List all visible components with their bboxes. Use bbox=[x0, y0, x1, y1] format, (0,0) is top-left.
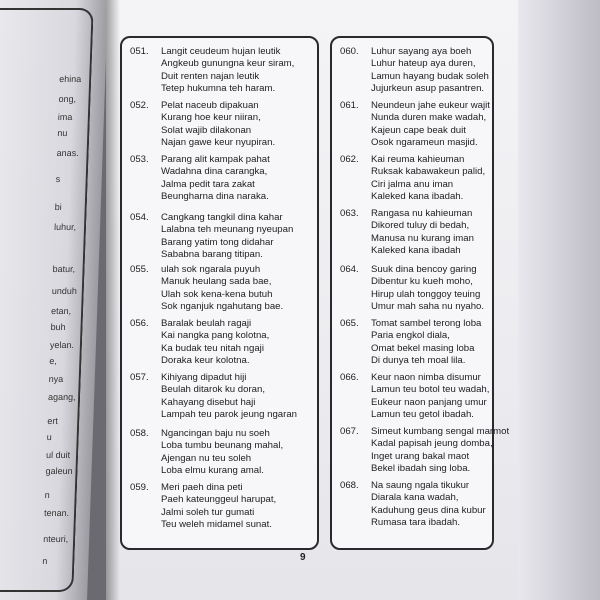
verse-number: 061. bbox=[340, 100, 359, 111]
verse-number: 064. bbox=[340, 264, 359, 275]
verse-line: Wadahna dina carangka, bbox=[161, 166, 268, 178]
verse-entry bbox=[340, 264, 490, 313]
verse-line: Kaduhung geus dina kubur bbox=[371, 504, 486, 516]
verse-number: 068. bbox=[340, 480, 359, 491]
verse-line: Kihiyang dipadut hiji bbox=[161, 372, 247, 383]
verse-line: Lamun hayang budak soleh bbox=[371, 70, 489, 82]
verse-line: Di dunya teh moal lila. bbox=[371, 354, 466, 366]
verse-entry bbox=[340, 100, 490, 149]
verse-entry bbox=[340, 208, 490, 257]
left-page-frame bbox=[0, 8, 94, 592]
left-page-text-fragment: ima bbox=[57, 112, 73, 122]
verse-line: Rumasa tara ibadah. bbox=[371, 516, 461, 528]
verse-line: Langit ceudeum hujan leutik bbox=[161, 46, 281, 57]
left-page-text-fragment: ert bbox=[47, 416, 58, 426]
verse-line: Cangkang tangkil dina kahar bbox=[161, 212, 283, 223]
verse-line: Ka budak teu nitah ngaji bbox=[161, 342, 264, 354]
verse-line: Lampah teu parok jeung ngaran bbox=[161, 408, 298, 420]
verse-line: Ulah sok kena-kena butuh bbox=[161, 288, 273, 300]
verse-number: 066. bbox=[340, 372, 359, 383]
left-page-text-fragment: galeun bbox=[45, 466, 73, 476]
verse-line: Umur mah saha nu nyaho. bbox=[371, 300, 485, 312]
verse-line: Parang alit kampak pahat bbox=[161, 154, 270, 165]
verse-line: Sok nganjuk ngahutang bae. bbox=[161, 300, 284, 312]
left-page-text-fragment: yelan. bbox=[49, 340, 75, 350]
left-page-text-fragment: nya bbox=[48, 374, 64, 384]
verse-entry bbox=[130, 318, 315, 367]
spine-shadow bbox=[106, 0, 120, 600]
verse-line: Sababna barang titipan. bbox=[161, 248, 263, 260]
verse-line: Hirup ulah tonggoy teuing bbox=[371, 288, 481, 300]
verse-line: Beulah ditarok ku doran, bbox=[161, 384, 265, 396]
verse-line: Luhur hateup aya duren, bbox=[371, 58, 476, 70]
verse-line: Barang yatim tong didahar bbox=[161, 236, 274, 248]
verse-entry bbox=[130, 372, 315, 421]
verse-number: 055. bbox=[130, 264, 149, 275]
left-page-text-fragment: anas. bbox=[56, 148, 79, 158]
verse-number: 059. bbox=[130, 482, 149, 493]
verse-line: Solat wajib dilakonan bbox=[161, 124, 252, 136]
verse-number: 063. bbox=[340, 208, 359, 219]
verse-line: Kai reuma kahieuman bbox=[371, 154, 465, 165]
verse-entry bbox=[340, 480, 490, 529]
verse-entry bbox=[340, 46, 490, 95]
verse-number: 053. bbox=[130, 154, 149, 165]
verse-line: Osok ngarameun masjid. bbox=[371, 136, 478, 148]
verse-line: Angkeub gunungna keur siram, bbox=[161, 58, 295, 70]
left-page-text-fragment: n bbox=[42, 556, 48, 566]
verse-number: 065. bbox=[340, 318, 359, 329]
verse-line: Kaleked kana ibadah. bbox=[371, 190, 464, 202]
verse-line: Nunda duren make wadah, bbox=[371, 112, 487, 124]
verse-line: Teu weleh midamel sunat. bbox=[161, 518, 272, 530]
verse-entry bbox=[130, 482, 315, 531]
verse-line: Jujurkeun asup pasantren. bbox=[371, 82, 485, 94]
verse-entry bbox=[340, 154, 490, 203]
verse-number: 051. bbox=[130, 46, 149, 57]
page-edge bbox=[518, 0, 600, 600]
verse-line: Paeh kateunggeul harupat, bbox=[161, 494, 277, 506]
verse-line: Lalabna teh meunang nyeupan bbox=[161, 224, 294, 236]
left-page-text-fragment: ehina bbox=[59, 74, 82, 84]
left-page-text-fragment: u bbox=[46, 432, 52, 442]
verse-entry bbox=[340, 372, 490, 421]
verse-line: Eukeur naon panjang umur bbox=[371, 396, 487, 408]
verse-line: Loba elmu kurang amal. bbox=[161, 464, 264, 476]
verse-line: Suuk dina bencoy garing bbox=[371, 264, 477, 275]
verse-line: Tetep hukumna teh haram. bbox=[161, 82, 276, 94]
verse-line: Omat bekel masing loba bbox=[371, 342, 475, 354]
verse-line: Kajeun cape beak duit bbox=[371, 124, 466, 136]
verse-line: Dikored tuluy di bedah, bbox=[371, 220, 470, 232]
left-facing-page bbox=[0, 0, 108, 600]
left-page-text-fragment: buh bbox=[50, 322, 66, 332]
right-column-box bbox=[330, 36, 510, 550]
verse-entry bbox=[340, 426, 510, 475]
verse-line: Loba tumbu beunang mahal, bbox=[161, 440, 284, 452]
left-page-text-fragment: nteuri, bbox=[43, 534, 69, 544]
verse-entry bbox=[130, 428, 315, 477]
verse-line: Jalma pedit tara zakat bbox=[161, 178, 255, 190]
verse-line: Kurang hoe keur niiran, bbox=[161, 112, 261, 124]
verse-number: 052. bbox=[130, 100, 149, 111]
verse-number: 054. bbox=[130, 212, 149, 223]
left-page-text-fragment: etan, bbox=[50, 306, 72, 316]
verse-number: 067. bbox=[340, 426, 359, 437]
verse-line: Kai nangka pang kolotna, bbox=[161, 330, 270, 342]
verse-line: Ajengan nu teu soleh bbox=[161, 452, 252, 464]
verse-line: Keur naon nimba disumur bbox=[371, 372, 481, 383]
verse-line: Dibentur ku kueh moho, bbox=[371, 276, 473, 288]
verse-line: Ruksak kabawakeun palid, bbox=[371, 166, 486, 178]
left-page-text-fragment: n bbox=[44, 490, 50, 500]
verse-line: Manusa nu kurang iman bbox=[371, 232, 474, 244]
left-column-box bbox=[120, 36, 319, 550]
left-page-text-fragment: batur, bbox=[52, 264, 76, 274]
verse-line: Meri paeh dina peti bbox=[161, 482, 243, 493]
verse-line: Lamun teu getol ibadah. bbox=[371, 408, 474, 420]
verse-line: Neundeun jahe eukeur wajit bbox=[371, 100, 490, 111]
verse-line: Pelat naceub dipakuan bbox=[161, 100, 259, 111]
page-number: 9 bbox=[300, 552, 306, 563]
verse-line: Luhur sayang aya boeh bbox=[371, 46, 472, 57]
verse-line: Tomat sambel terong loba bbox=[371, 318, 482, 329]
verse-entry bbox=[130, 264, 315, 313]
verse-line: Rangasa nu kahieuman bbox=[371, 208, 473, 219]
verse-line: Ngancingan baju nu soeh bbox=[161, 428, 270, 439]
verse-line: Lamun teu botol teu wadah, bbox=[371, 384, 490, 396]
verse-line: ulah sok ngarala puyuh bbox=[161, 264, 261, 275]
verse-line: Beungharna dina naraka. bbox=[161, 190, 269, 202]
verse-entry bbox=[340, 318, 490, 367]
verse-number: 058. bbox=[130, 428, 149, 439]
verse-line: Kadal papisah jeung domba, bbox=[371, 438, 493, 450]
verse-line: Doraka keur kolotna. bbox=[161, 354, 250, 366]
left-page-text-fragment: ul duit bbox=[45, 450, 71, 460]
left-page-text-fragment: unduh bbox=[51, 286, 78, 296]
left-page-text-fragment: ong, bbox=[58, 94, 77, 104]
verse-line: Jalmi soleh tur gumati bbox=[161, 506, 255, 518]
verse-number: 056. bbox=[130, 318, 149, 329]
verse-line: Najan gawe keur nyupiran. bbox=[161, 136, 276, 148]
verse-line: Ciri jalma anu iman bbox=[371, 178, 454, 190]
verse-number: 057. bbox=[130, 372, 149, 383]
verse-line: Kaleked kana ibadah bbox=[371, 244, 461, 256]
verse-line: Bekel ibadah sing loba. bbox=[371, 462, 471, 474]
verse-line: Duit renten najan leutik bbox=[161, 70, 260, 82]
verse-line: Diarala kana wadah, bbox=[371, 492, 459, 504]
verse-entry bbox=[130, 46, 315, 95]
verse-number: 062. bbox=[340, 154, 359, 165]
verse-line: Baralak beulah ragaji bbox=[161, 318, 252, 329]
left-page-text-fragment: s bbox=[55, 174, 61, 184]
left-page-text-fragment: luhur, bbox=[53, 222, 77, 232]
verse-line: Paria engkol diala, bbox=[371, 330, 450, 342]
left-page-text-fragment: e, bbox=[49, 356, 58, 366]
verse-entry bbox=[130, 100, 315, 149]
verse-line: Kahayang disebut haji bbox=[161, 396, 256, 408]
verse-entry bbox=[130, 154, 315, 203]
left-page-text-fragment: agang, bbox=[47, 392, 76, 402]
verse-line: Inget urang bakal maot bbox=[371, 450, 470, 462]
left-page-text-fragment: nu bbox=[57, 128, 68, 138]
verse-number: 060. bbox=[340, 46, 359, 57]
verse-line: Manuk heulang sada bae, bbox=[161, 276, 272, 288]
left-page-text-fragment: tenan. bbox=[43, 508, 70, 518]
verse-line: Simeut kumbang sengal marmot bbox=[371, 426, 510, 437]
verse-line: Na saung ngala tikukur bbox=[371, 480, 470, 491]
left-page-text-fragment: bi bbox=[54, 202, 62, 212]
verse-entry bbox=[130, 212, 315, 261]
